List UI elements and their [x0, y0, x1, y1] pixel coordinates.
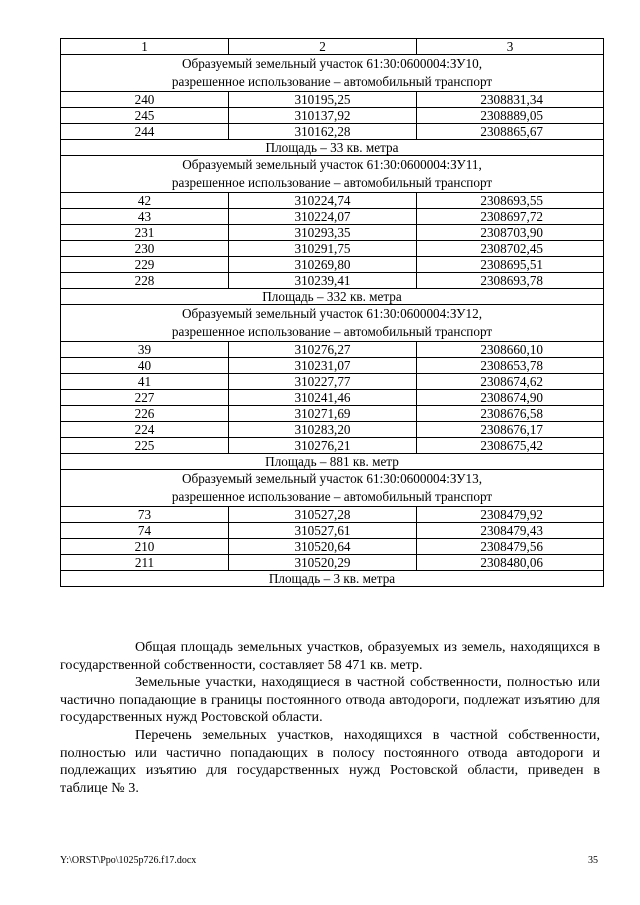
point-number-cell: 224 [61, 422, 229, 438]
section-title-row [61, 156, 604, 193]
table-row [61, 390, 604, 406]
table-row [61, 241, 604, 257]
x-coordinate-cell: 310239,41 [229, 273, 417, 289]
header-cell-1: 1 [61, 39, 229, 55]
x-coordinate-cell: 310527,61 [229, 523, 417, 539]
y-coordinate-cell: 2308703,90 [417, 225, 604, 241]
section-area-row [61, 140, 604, 156]
x-coordinate-cell: 310269,80 [229, 257, 417, 273]
page-number: 35 [588, 855, 598, 866]
table-row [61, 374, 604, 390]
footer-file-path: Y:\ORST\Ppo\1025p726.f17.docx [60, 855, 197, 866]
point-number-cell: 229 [61, 257, 229, 273]
section-use-line: разрешенное использование – автомобильный транспорт [171, 324, 493, 339]
table-row [61, 225, 604, 241]
table-row [61, 342, 604, 358]
table-row [61, 539, 604, 555]
section-title [61, 156, 604, 193]
table-row [61, 108, 604, 124]
x-coordinate-cell: 310520,64 [229, 539, 417, 555]
section-title [61, 55, 604, 92]
table-row [61, 358, 604, 374]
section-title-row [61, 470, 604, 507]
x-coordinate-cell: 310520,29 [229, 555, 417, 571]
point-number-cell: 74 [61, 523, 229, 539]
x-coordinate-cell: 310271,69 [229, 406, 417, 422]
point-number-cell: 40 [61, 358, 229, 374]
header-cell-2: 2 [229, 39, 417, 55]
section-use-line: разрешенное использование – автомобильный транспорт [171, 175, 493, 190]
x-coordinate-cell: 310195,25 [229, 92, 417, 108]
point-number-cell: 231 [61, 225, 229, 241]
y-coordinate-cell: 2308479,56 [417, 539, 604, 555]
section-area: Площадь – 3 кв. метра [61, 571, 604, 587]
point-number-cell: 43 [61, 209, 229, 225]
table-row [61, 273, 604, 289]
header-cell-3: 3 [417, 39, 604, 55]
x-coordinate-cell: 310241,46 [229, 390, 417, 406]
x-coordinate-cell: 310224,07 [229, 209, 417, 225]
coordinates-table [60, 38, 604, 587]
body-text [60, 639, 600, 797]
x-coordinate-cell: 310137,92 [229, 108, 417, 124]
table-row [61, 124, 604, 140]
point-number-cell: 73 [61, 507, 229, 523]
table-header-row [61, 39, 604, 55]
x-coordinate-cell: 310276,27 [229, 342, 417, 358]
x-coordinate-cell: 310291,75 [229, 241, 417, 257]
y-coordinate-cell: 2308831,34 [417, 92, 604, 108]
y-coordinate-cell: 2308479,92 [417, 507, 604, 523]
point-number-cell: 240 [61, 92, 229, 108]
y-coordinate-cell: 2308865,67 [417, 124, 604, 140]
point-number-cell: 226 [61, 406, 229, 422]
y-coordinate-cell: 2308660,10 [417, 342, 604, 358]
point-number-cell: 244 [61, 124, 229, 140]
x-coordinate-cell: 310227,77 [229, 374, 417, 390]
table-row [61, 406, 604, 422]
section-use-line: разрешенное использование – автомобильный транспорт [171, 489, 493, 504]
table-row [61, 92, 604, 108]
point-number-cell: 227 [61, 390, 229, 406]
y-coordinate-cell: 2308702,45 [417, 241, 604, 257]
point-number-cell: 230 [61, 241, 229, 257]
table-row [61, 422, 604, 438]
section-area-row [61, 454, 604, 470]
section-title-line: Образуемый земельный участок 61:30:0600004:ЗУ13, [181, 471, 482, 486]
paragraph-total-area: Общая площадь земельных участков, образуемых из земель, находящихся в государственной собственности, составляет 58 471 кв. метр. [60, 639, 600, 673]
point-number-cell: 210 [61, 539, 229, 555]
y-coordinate-cell: 2308697,72 [417, 209, 604, 225]
section-area-row [61, 571, 604, 587]
y-coordinate-cell: 2308653,78 [417, 358, 604, 374]
y-coordinate-cell: 2308676,58 [417, 406, 604, 422]
section-area: Площадь – 33 кв. метра [61, 140, 604, 156]
coordinates-table-body [61, 39, 604, 587]
section-area-row [61, 289, 604, 305]
table-row [61, 209, 604, 225]
point-number-cell: 245 [61, 108, 229, 124]
point-number-cell: 225 [61, 438, 229, 454]
table-row [61, 257, 604, 273]
x-coordinate-cell: 310162,28 [229, 124, 417, 140]
x-coordinate-cell: 310224,74 [229, 193, 417, 209]
point-number-cell: 39 [61, 342, 229, 358]
paragraph-private-lands: Земельные участки, находящиеся в частной собственности, полностью или частично попадающие в границы постоянного отвода автодороги, подлежат изъятию для государственных нужд Ростовской области. [60, 674, 600, 726]
section-title-line: Образуемый земельный участок 61:30:0600004:ЗУ12, [181, 306, 482, 321]
y-coordinate-cell: 2308675,42 [417, 438, 604, 454]
table-row [61, 555, 604, 571]
y-coordinate-cell: 2308695,51 [417, 257, 604, 273]
table-row [61, 507, 604, 523]
y-coordinate-cell: 2308676,17 [417, 422, 604, 438]
paragraph-list-reference: Перечень земельных участков, находящихся в частной собственности, полностью или частично попадающих в полосу постоянного отвода автодороги и подлежащих изъятию для государственных нужд Ростовской области, приведен в таблице № 3. [60, 726, 600, 796]
y-coordinate-cell: 2308674,90 [417, 390, 604, 406]
point-number-cell: 42 [61, 193, 229, 209]
section-title [61, 305, 604, 342]
point-number-cell: 41 [61, 374, 229, 390]
section-title-row [61, 55, 604, 92]
section-title-line: Образуемый земельный участок 61:30:0600004:ЗУ11, [182, 157, 482, 172]
section-title [61, 470, 604, 507]
x-coordinate-cell: 310293,35 [229, 225, 417, 241]
section-use-line: разрешенное использование – автомобильный транспорт [171, 74, 493, 89]
section-title-line: Образуемый земельный участок 61:30:0600004:ЗУ10, [181, 56, 482, 71]
x-coordinate-cell: 310276,21 [229, 438, 417, 454]
y-coordinate-cell: 2308693,55 [417, 193, 604, 209]
y-coordinate-cell: 2308479,43 [417, 523, 604, 539]
section-area: Площадь – 881 кв. метр [61, 454, 604, 470]
x-coordinate-cell: 310527,28 [229, 507, 417, 523]
table-row [61, 523, 604, 539]
point-number-cell: 211 [61, 555, 229, 571]
section-title-row [61, 305, 604, 342]
section-area: Площадь – 332 кв. метра [61, 289, 604, 305]
point-number-cell: 228 [61, 273, 229, 289]
x-coordinate-cell: 310231,07 [229, 358, 417, 374]
x-coordinate-cell: 310283,20 [229, 422, 417, 438]
table-row [61, 193, 604, 209]
y-coordinate-cell: 2308889,05 [417, 108, 604, 124]
y-coordinate-cell: 2308693,78 [417, 273, 604, 289]
y-coordinate-cell: 2308674,62 [417, 374, 604, 390]
y-coordinate-cell: 2308480,06 [417, 555, 604, 571]
table-row [61, 438, 604, 454]
